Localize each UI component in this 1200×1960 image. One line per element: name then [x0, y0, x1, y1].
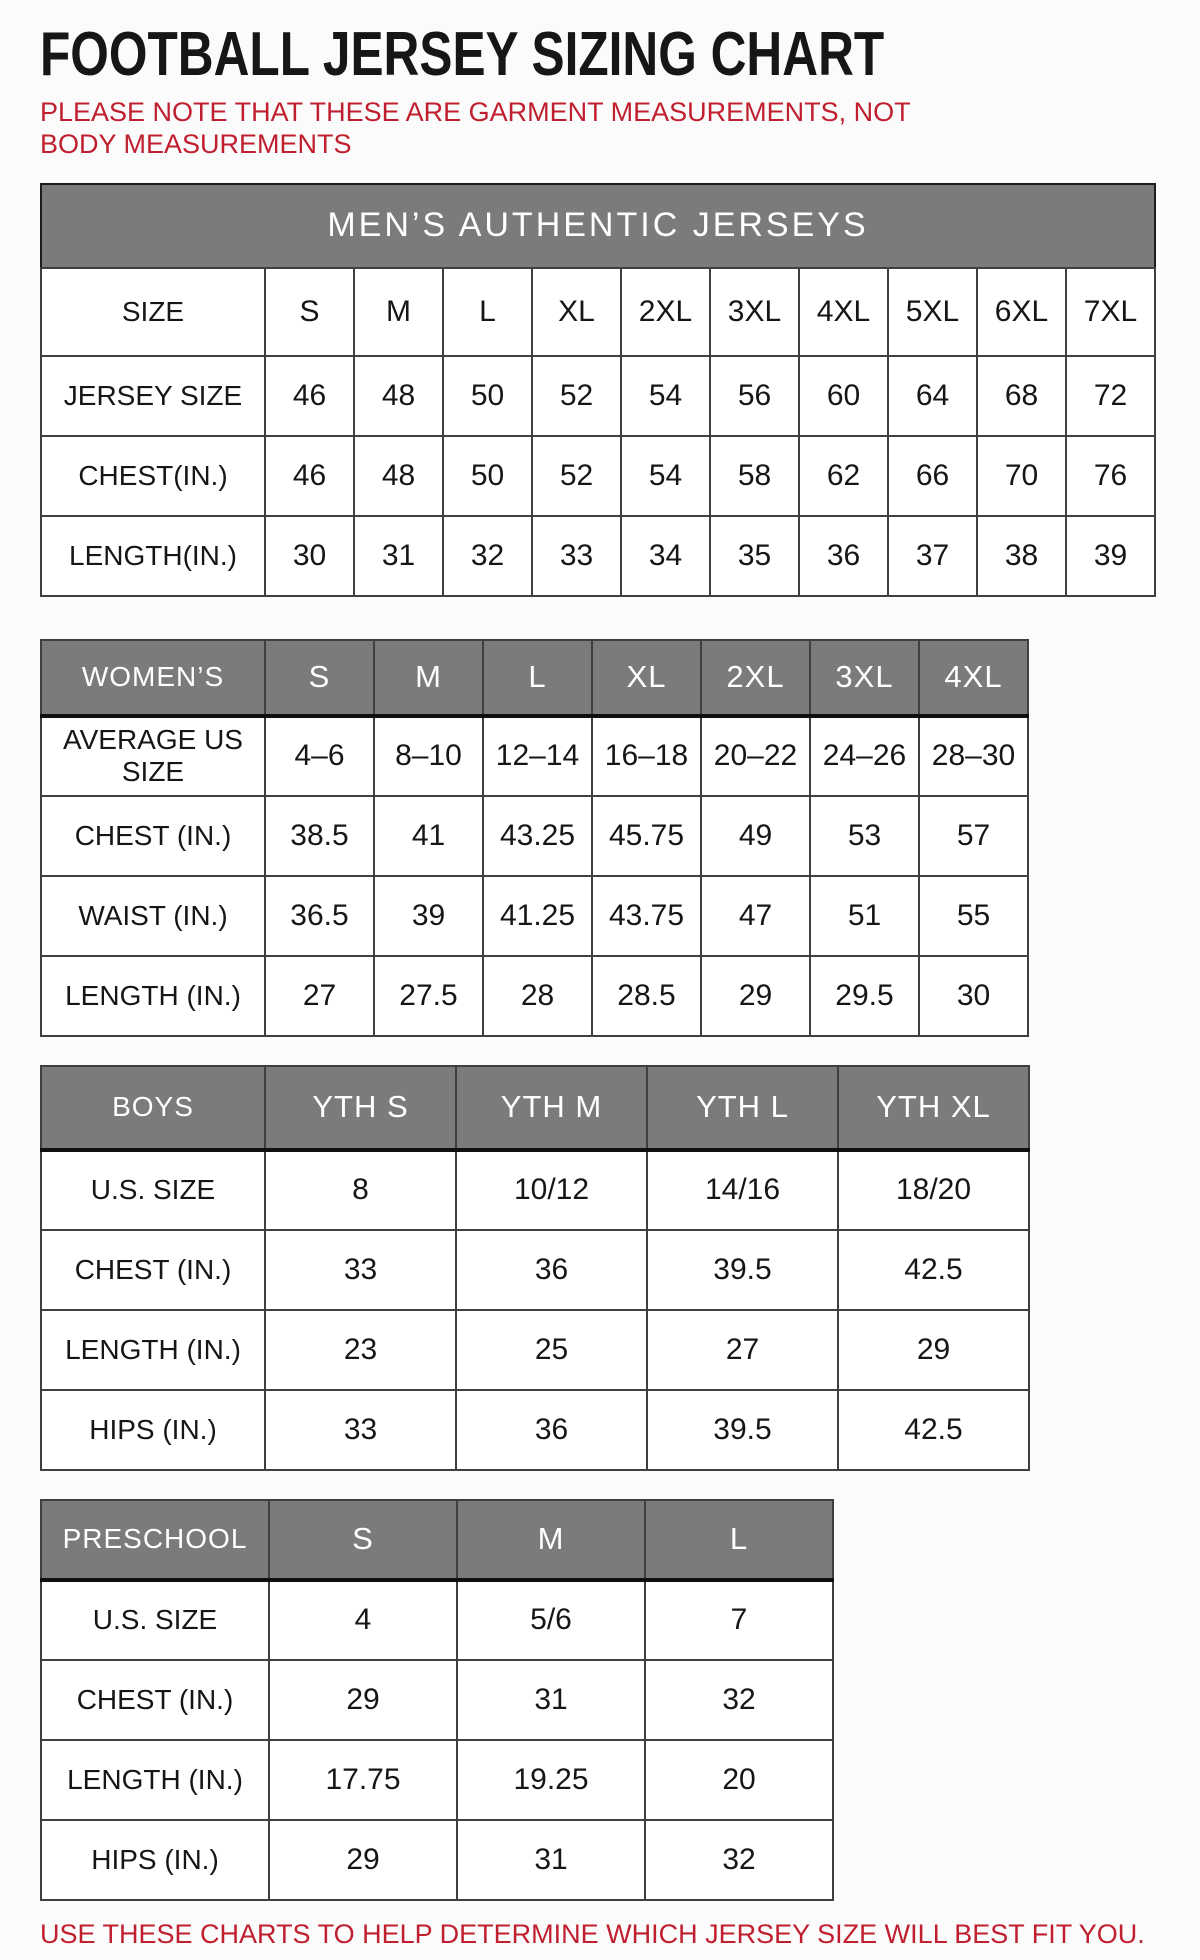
- table-header-label: WOMEN’S: [41, 640, 265, 716]
- row-label: HIPS (IN.): [41, 1390, 265, 1470]
- row-label: JERSEY SIZE: [41, 356, 265, 436]
- value-cell: 57: [919, 796, 1028, 876]
- value-cell: 23: [265, 1310, 456, 1390]
- row-label: LENGTH(IN.): [41, 516, 265, 596]
- womens-table-section: [40, 639, 1160, 1037]
- value-cell: 66: [888, 436, 977, 516]
- value-cell: 55: [919, 876, 1028, 956]
- value-cell: 29.5: [810, 956, 919, 1036]
- size-header-row: [41, 268, 1155, 356]
- value-cell: 50: [443, 436, 532, 516]
- value-cell: 36: [799, 516, 888, 596]
- table-header-cell: 2XL: [701, 640, 810, 716]
- value-cell: 8–10: [374, 716, 483, 796]
- table-row: [41, 796, 1028, 876]
- table-row: [41, 956, 1028, 1036]
- table-row: [41, 436, 1155, 516]
- value-cell: 45.75: [592, 796, 701, 876]
- row-label: LENGTH (IN.): [41, 956, 265, 1036]
- table-header-cell: XL: [592, 640, 701, 716]
- table-row: [41, 1580, 833, 1660]
- size-cell: 7XL: [1066, 268, 1155, 356]
- fit-advice-note: USE THESE CHARTS TO HELP DETERMINE WHICH JERSEY SIZE WILL BEST FIT YOU.: [40, 1918, 1145, 1949]
- table-header-cell: L: [645, 1500, 833, 1580]
- table-header-cell: YTH S: [265, 1066, 456, 1150]
- table-header-cell: 3XL: [810, 640, 919, 716]
- value-cell: 20–22: [701, 716, 810, 796]
- value-cell: 49: [701, 796, 810, 876]
- value-cell: 29: [269, 1820, 457, 1900]
- table-row: [41, 1310, 1029, 1390]
- table-row: [41, 1390, 1029, 1470]
- table-row: [41, 1820, 833, 1900]
- value-cell: 29: [838, 1310, 1029, 1390]
- value-cell: 30: [265, 516, 354, 596]
- value-cell: 17.75: [269, 1740, 457, 1820]
- row-label: AVERAGE US SIZE: [41, 716, 265, 796]
- value-cell: 31: [457, 1660, 645, 1740]
- table-header-cell: YTH XL: [838, 1066, 1029, 1150]
- value-cell: 42.5: [838, 1390, 1029, 1470]
- table-header-row: [41, 1066, 1029, 1150]
- table-header-row: [41, 1500, 833, 1580]
- table-row: [41, 1660, 833, 1740]
- boys-table-section: [40, 1065, 1160, 1471]
- value-cell: 33: [265, 1390, 456, 1470]
- page-title: [40, 20, 1160, 89]
- size-cell: M: [354, 268, 443, 356]
- mens-table-banner: MEN’S AUTHENTIC JERSEYS: [40, 183, 1156, 267]
- value-cell: 38: [977, 516, 1066, 596]
- value-cell: 5/6: [457, 1580, 645, 1660]
- garment-measurement-note: PLEASE NOTE THAT THESE ARE GARMENT MEASUREMENTS, NOT BODY MEASUREMENTS: [40, 97, 911, 160]
- table-header-label: PRESCHOOL: [41, 1500, 269, 1580]
- value-cell: 14/16: [647, 1150, 838, 1230]
- table-header-label: BOYS: [41, 1066, 265, 1150]
- page-title-text: FOOTBALL JERSEY SIZING CHART: [40, 20, 885, 89]
- size-cell: 2XL: [621, 268, 710, 356]
- value-cell: 39.5: [647, 1390, 838, 1470]
- value-cell: 48: [354, 436, 443, 516]
- value-cell: 30: [919, 956, 1028, 1036]
- value-cell: 31: [457, 1820, 645, 1900]
- mens-sizing-table: [40, 267, 1156, 597]
- value-cell: 42.5: [838, 1230, 1029, 1310]
- value-cell: 33: [265, 1230, 456, 1310]
- value-cell: 51: [810, 876, 919, 956]
- value-cell: 64: [888, 356, 977, 436]
- value-cell: 10/12: [456, 1150, 647, 1230]
- value-cell: 29: [269, 1660, 457, 1740]
- section-gap: [40, 1037, 1160, 1065]
- value-cell: 43.75: [592, 876, 701, 956]
- value-cell: 19.25: [457, 1740, 645, 1820]
- value-cell: 36: [456, 1230, 647, 1310]
- value-cell: 31: [354, 516, 443, 596]
- value-cell: 50: [443, 356, 532, 436]
- size-cell: 3XL: [710, 268, 799, 356]
- value-cell: 36.5: [265, 876, 374, 956]
- value-cell: 36: [456, 1390, 647, 1470]
- value-cell: 39: [1066, 516, 1155, 596]
- value-cell: 4: [269, 1580, 457, 1660]
- value-cell: 28–30: [919, 716, 1028, 796]
- table-row: [41, 1150, 1029, 1230]
- section-gap: [40, 1471, 1160, 1499]
- value-cell: 41.25: [483, 876, 592, 956]
- value-cell: 29: [701, 956, 810, 1036]
- value-cell: 33: [532, 516, 621, 596]
- value-cell: 35: [710, 516, 799, 596]
- value-cell: 47: [701, 876, 810, 956]
- mens-table-section: [40, 183, 1160, 597]
- value-cell: 32: [645, 1660, 833, 1740]
- table-row: [41, 876, 1028, 956]
- value-cell: 39: [374, 876, 483, 956]
- table-header-cell: M: [457, 1500, 645, 1580]
- value-cell: 70: [977, 436, 1066, 516]
- size-cell: S: [265, 268, 354, 356]
- value-cell: 24–26: [810, 716, 919, 796]
- value-cell: 54: [621, 436, 710, 516]
- preschool-sizing-table: [40, 1499, 834, 1901]
- table-row: [41, 1230, 1029, 1310]
- table-row: [41, 716, 1028, 796]
- table-row: [41, 356, 1155, 436]
- table-row: [41, 516, 1155, 596]
- size-cell: XL: [532, 268, 621, 356]
- value-cell: 7: [645, 1580, 833, 1660]
- row-label: CHEST(IN.): [41, 436, 265, 516]
- value-cell: 8: [265, 1150, 456, 1230]
- value-cell: 16–18: [592, 716, 701, 796]
- value-cell: 76: [1066, 436, 1155, 516]
- value-cell: 27: [265, 956, 374, 1036]
- row-label: HIPS (IN.): [41, 1820, 269, 1900]
- value-cell: 56: [710, 356, 799, 436]
- section-gap: [40, 597, 1160, 639]
- table-header-cell: YTH M: [456, 1066, 647, 1150]
- table-header-row: [41, 640, 1028, 716]
- row-label: SIZE: [41, 268, 265, 356]
- table-row: [41, 1740, 833, 1820]
- row-label: WAIST (IN.): [41, 876, 265, 956]
- value-cell: 32: [645, 1820, 833, 1900]
- boys-sizing-table: [40, 1065, 1030, 1471]
- value-cell: 41: [374, 796, 483, 876]
- value-cell: 60: [799, 356, 888, 436]
- row-label: CHEST (IN.): [41, 796, 265, 876]
- value-cell: 4–6: [265, 716, 374, 796]
- row-label: LENGTH (IN.): [41, 1310, 265, 1390]
- value-cell: 28: [483, 956, 592, 1036]
- value-cell: 37: [888, 516, 977, 596]
- value-cell: 25: [456, 1310, 647, 1390]
- value-cell: 46: [265, 356, 354, 436]
- size-cell: 4XL: [799, 268, 888, 356]
- table-header-cell: S: [269, 1500, 457, 1580]
- value-cell: 32: [443, 516, 532, 596]
- value-cell: 27: [647, 1310, 838, 1390]
- row-label: LENGTH (IN.): [41, 1740, 269, 1820]
- value-cell: 58: [710, 436, 799, 516]
- value-cell: 52: [532, 356, 621, 436]
- value-cell: 20: [645, 1740, 833, 1820]
- value-cell: 53: [810, 796, 919, 876]
- size-cell: 6XL: [977, 268, 1066, 356]
- table-header-cell: 4XL: [919, 640, 1028, 716]
- womens-sizing-table: [40, 639, 1029, 1037]
- table-header-cell: S: [265, 640, 374, 716]
- value-cell: 52: [532, 436, 621, 516]
- value-cell: 43.25: [483, 796, 592, 876]
- row-label: U.S. SIZE: [41, 1150, 265, 1230]
- row-label: U.S. SIZE: [41, 1580, 269, 1660]
- table-header-cell: L: [483, 640, 592, 716]
- value-cell: 12–14: [483, 716, 592, 796]
- size-cell: L: [443, 268, 532, 356]
- table-header-cell: YTH L: [647, 1066, 838, 1150]
- value-cell: 18/20: [838, 1150, 1029, 1230]
- value-cell: 38.5: [265, 796, 374, 876]
- value-cell: 39.5: [647, 1230, 838, 1310]
- value-cell: 34: [621, 516, 710, 596]
- value-cell: 46: [265, 436, 354, 516]
- value-cell: 54: [621, 356, 710, 436]
- value-cell: 68: [977, 356, 1066, 436]
- preschool-table-section: [40, 1499, 1160, 1901]
- value-cell: 62: [799, 436, 888, 516]
- value-cell: 72: [1066, 356, 1155, 436]
- row-label: CHEST (IN.): [41, 1660, 269, 1740]
- value-cell: 28.5: [592, 956, 701, 1036]
- row-label: CHEST (IN.): [41, 1230, 265, 1310]
- table-header-cell: M: [374, 640, 483, 716]
- value-cell: 48: [354, 356, 443, 436]
- value-cell: 27.5: [374, 956, 483, 1036]
- size-cell: 5XL: [888, 268, 977, 356]
